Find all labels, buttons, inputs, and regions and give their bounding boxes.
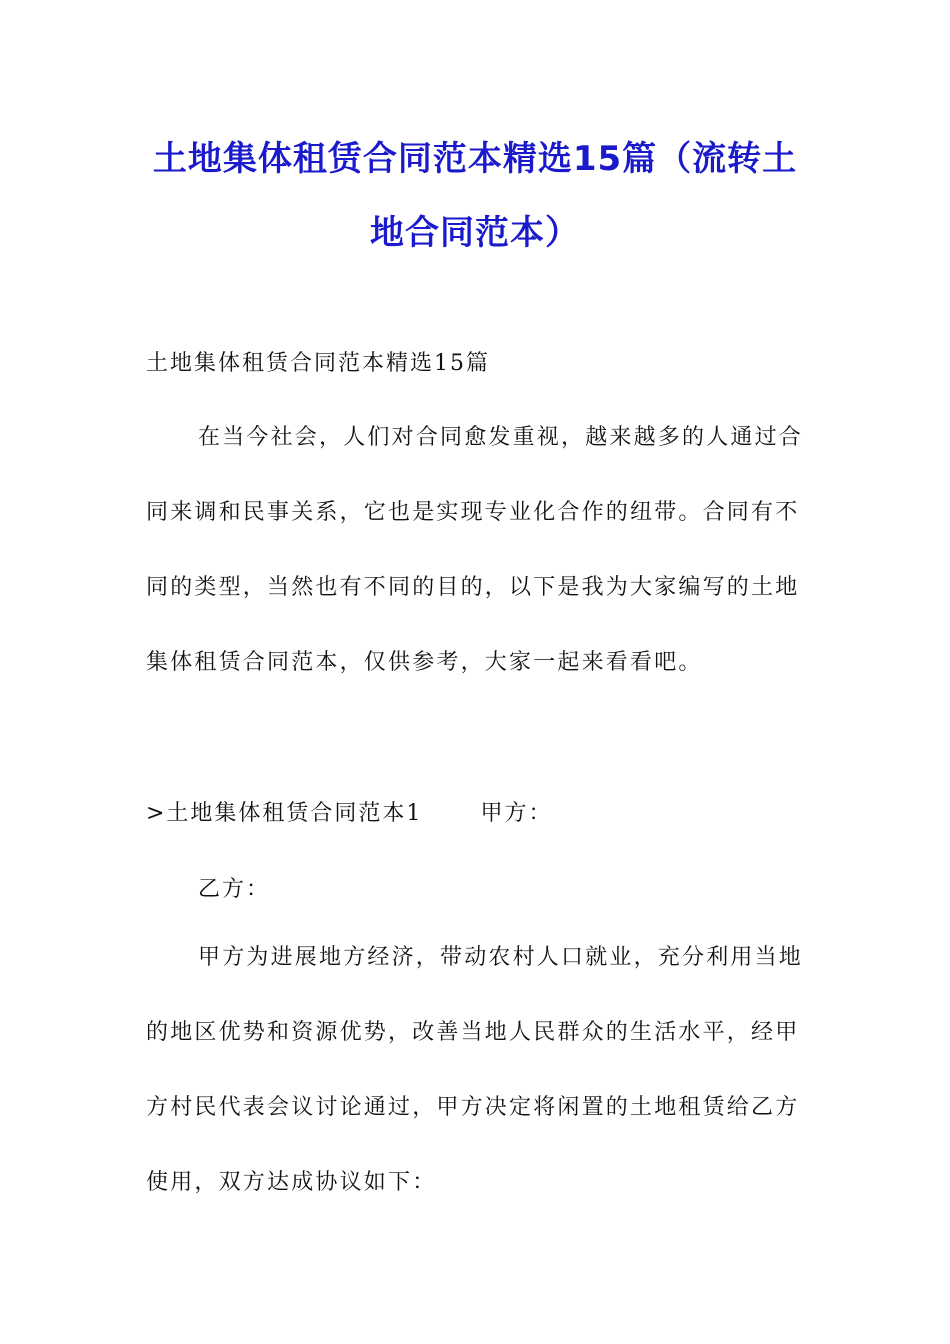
section-heading: >土地集体租赁合同范本1 xyxy=(146,801,423,826)
paragraph-line: 方村民代表会议讨论通过，甲方决定将闲置的土地租赁给乙方 xyxy=(146,1095,800,1120)
paragraph-line: 的地区优势和资源优势，改善当地人民群众的生活水平，经甲 xyxy=(146,1020,800,1045)
paragraph-line: 甲方为进展地方经济，带动农村人口就业，充分利用当地 xyxy=(198,945,804,970)
paragraph-line: 同来调和民事关系，它也是实现专业化合作的纽带。合同有不 xyxy=(146,500,800,525)
body-paragraph xyxy=(146,920,806,1220)
title-line: 土地集体租赁合同范本精选15篇（流转土 xyxy=(152,139,798,179)
paragraph-line: 在当今社会，人们对合同愈发重视，越来越多的人通过合 xyxy=(198,425,804,450)
section-heading-line xyxy=(146,796,806,827)
party-b-label: 乙方： xyxy=(198,877,271,902)
paragraph-line: 集体租赁合同范本，仅供参考，大家一起来看看吧。 xyxy=(146,650,703,675)
paragraph-line: 同的类型，当然也有不同的目的，以下是我为大家编写的土地 xyxy=(146,575,800,600)
paragraph-line: 使用，双方达成协议如下： xyxy=(146,1170,437,1195)
document-title xyxy=(130,122,820,270)
title-line: 地合同范本） xyxy=(370,213,580,253)
intro-paragraph xyxy=(146,400,806,700)
party-a-label: 甲方： xyxy=(480,801,553,826)
subtitle: 土地集体租赁合同范本精选15篇 xyxy=(146,351,490,376)
